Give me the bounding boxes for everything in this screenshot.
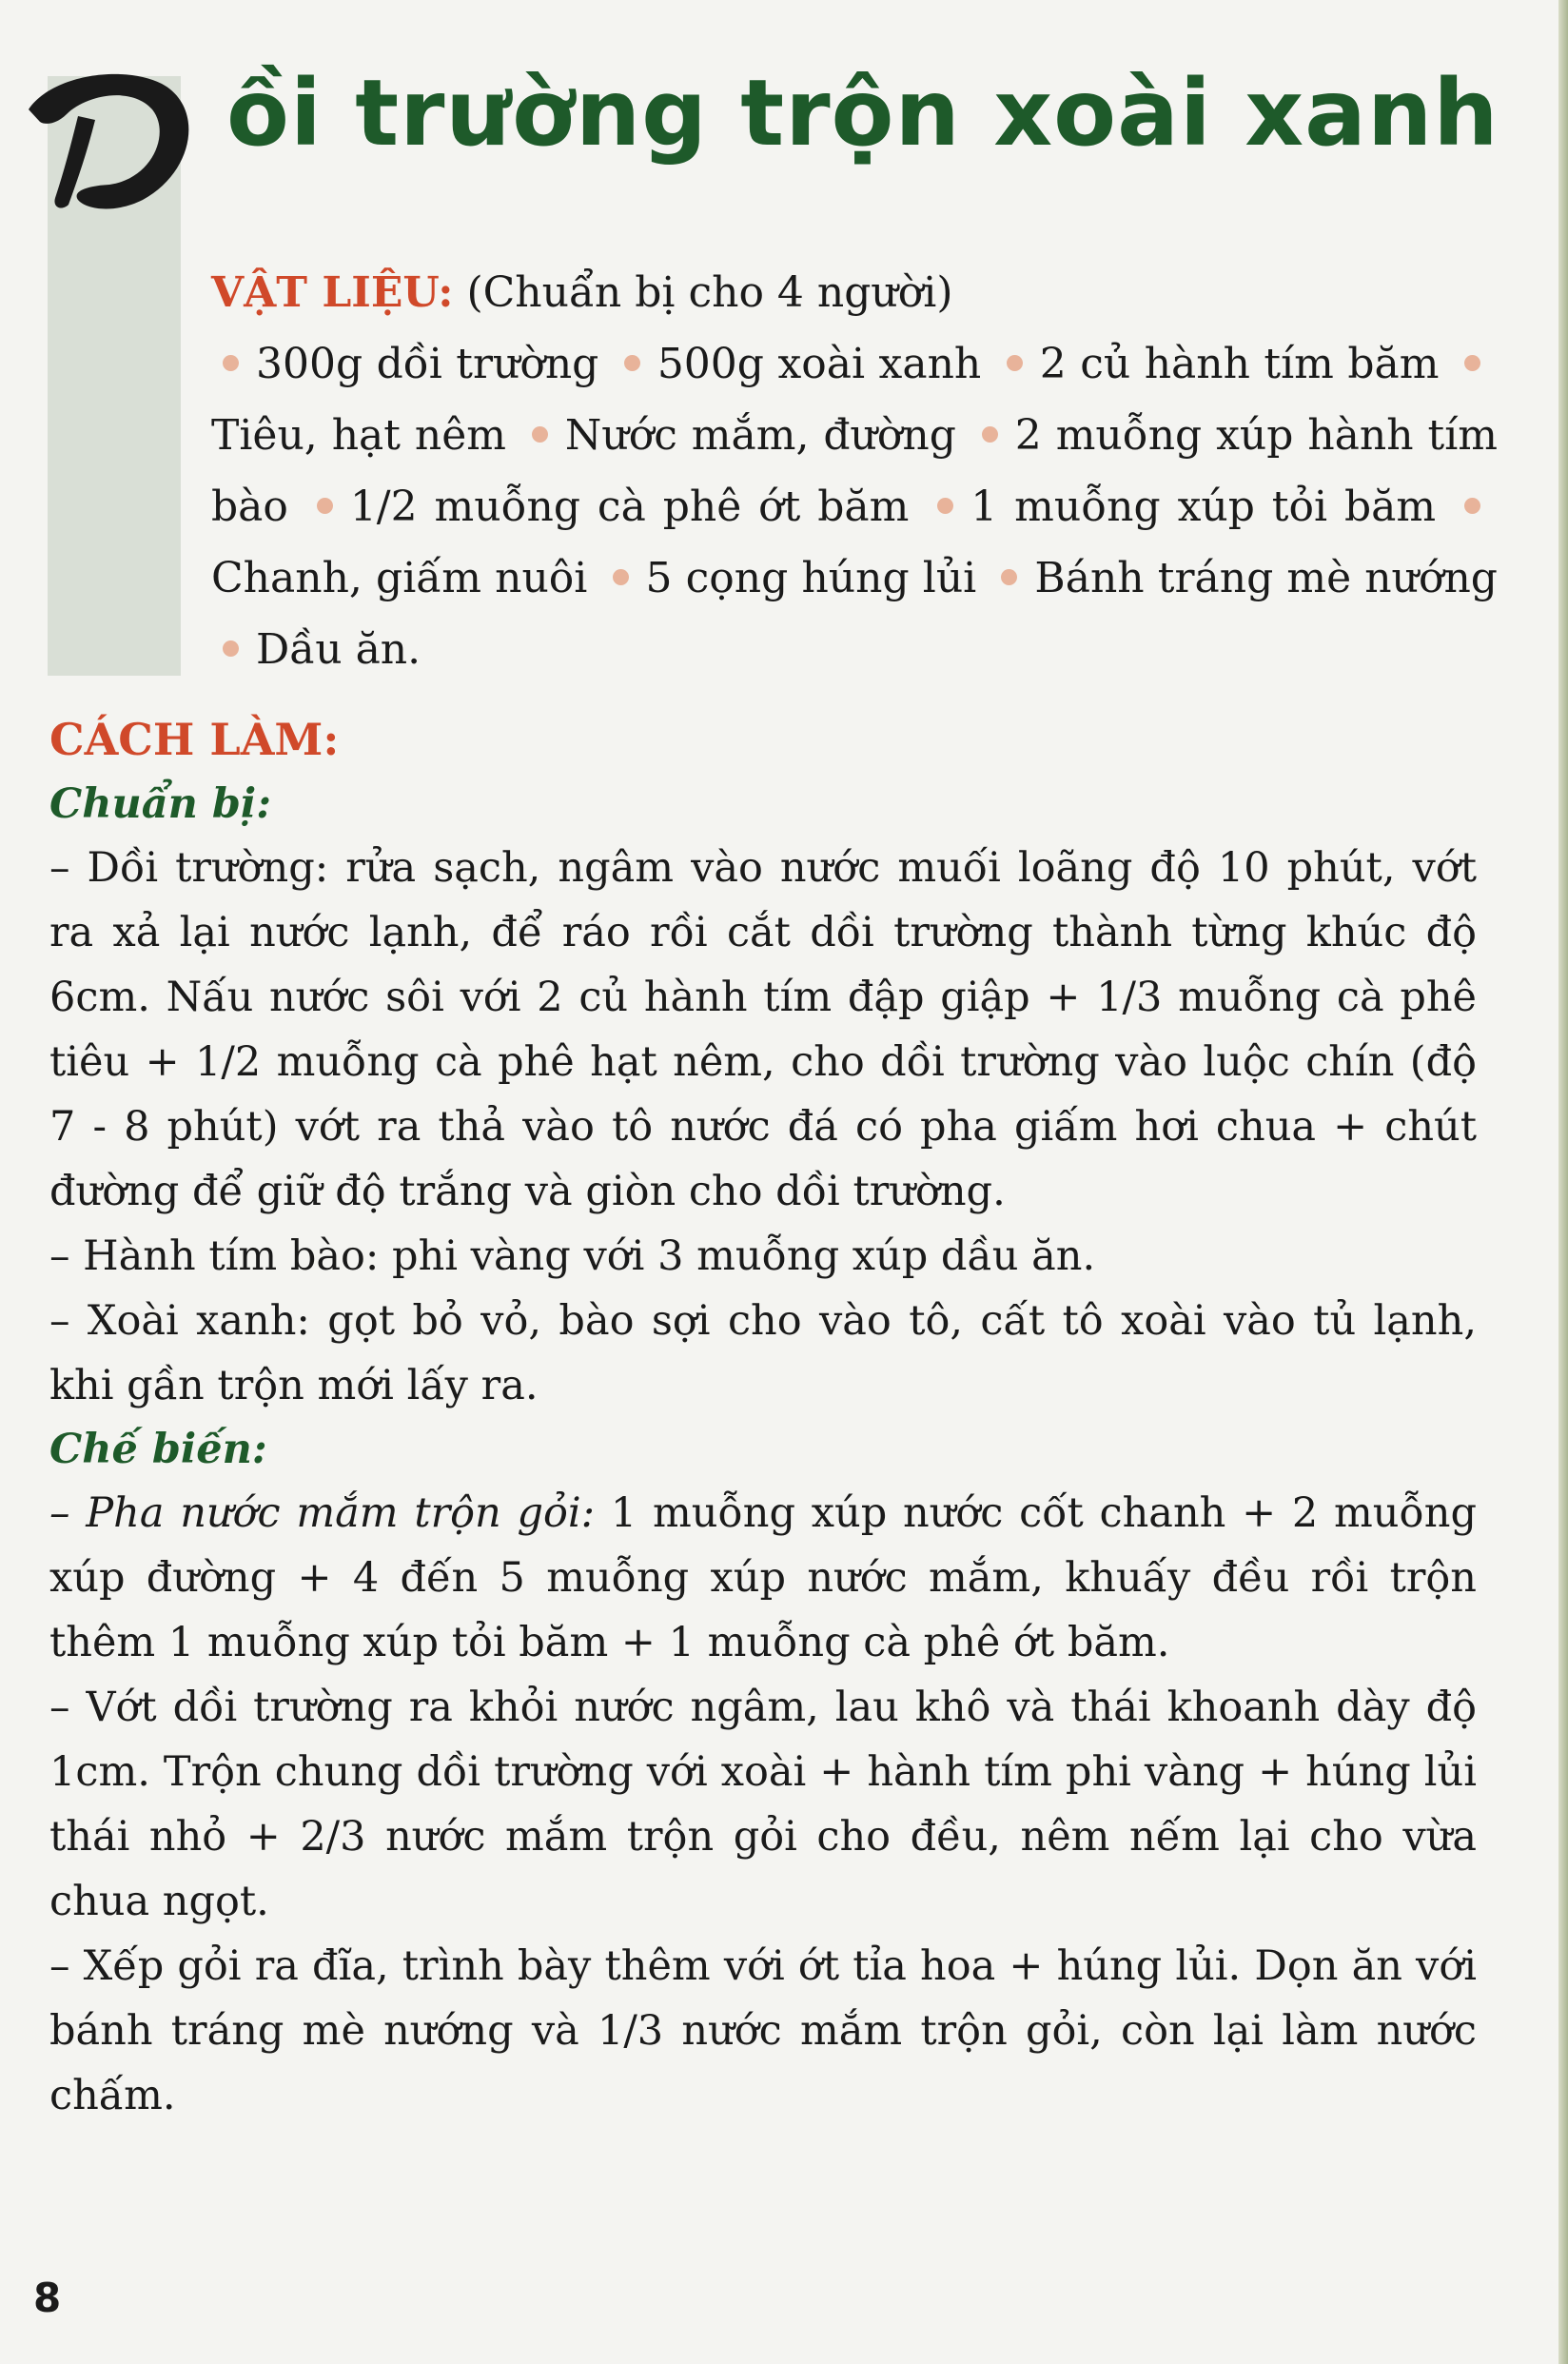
bullet-dot — [1001, 569, 1017, 585]
bullet-dot — [982, 426, 998, 443]
bullet-dot — [532, 426, 548, 443]
prep-step: – Xoài xanh: gọt bỏ vỏ, bào sợi cho vào tô, cất tô xoài vào tủ lạnh, khi gần trộn mới lấy ra. — [49, 1297, 1477, 1409]
method-heading: CÁCH LÀM: — [49, 714, 340, 765]
cook-heading: Chế biến: — [49, 1426, 267, 1473]
ingredient-item: 300g dồi trường — [256, 340, 599, 388]
method-section — [49, 706, 1477, 2128]
ingredient-item: Tiêu, hạt nêm — [211, 411, 506, 460]
prep-step: – Dồi trường: rửa sạch, ngâm vào nước muối loãng độ 10 phút, vớt ra xả lại nước lạnh, để ráo rồi cắt dồi trường thành từng khúc độ 6cm. Nấu nước sôi với 2 củ hành tím đập giập + 1/3 muỗng cà phê tiêu + 1/2 muỗng cà phê hạt nêm, cho dồi trường vào luộc chín (độ 7 - 8 phút) vớt ra thả vào tô nước đá có pha giấm hơi chua + chút đường để giữ độ trắng và giòn cho dồi trường. — [49, 844, 1477, 1215]
page-number: 8 — [33, 2275, 62, 2321]
ingredients-label: VẬT LIỆU: — [211, 268, 454, 317]
bullet-dot — [223, 355, 239, 371]
prep-step: – Hành tím bào: phi vàng với 3 muỗng xúp dầu ăn. — [49, 1232, 1096, 1280]
bullet-dot — [624, 355, 640, 371]
ingredient-item: 2 muỗng xúp hành tím bào — [211, 411, 1498, 531]
dropcap-d-logo — [19, 57, 209, 219]
ingredient-item: Nước mắm, đường — [564, 411, 956, 460]
cook-step — [49, 1481, 1477, 1675]
page-edge — [1558, 0, 1568, 2364]
bullet-dot — [1464, 355, 1480, 371]
bullet-dot — [1464, 498, 1480, 514]
bullet-dot — [937, 498, 953, 514]
ingredient-item: 2 củ hành tím băm — [1039, 340, 1440, 388]
cook-step: – Xếp gỏi ra đĩa, trình bày thêm với ớt tỉa hoa + húng lủi. Dọn ăn với bánh tráng mè nướng và 1/3 nước mắm trộn gỏi, còn lại làm nước chấm. — [49, 1942, 1477, 2119]
ingredient-item: 500g xoài xanh — [657, 340, 982, 388]
bullet-dot — [613, 569, 629, 585]
cook-step-text: 1 muỗng xúp nước cốt chanh + 2 muỗng xúp đường + 4 đến 5 muỗng xúp nước mắm, khuấy đều rồi trộn thêm 1 muỗng xúp tỏi băm + 1 muỗng cà phê ớt băm. — [49, 1489, 1477, 1666]
ingredients-section — [211, 257, 1498, 685]
servings-note: (Chuẩn bị cho 4 người) — [466, 268, 953, 317]
ingredient-item: 1 muỗng xúp tỏi băm — [970, 483, 1437, 531]
title-text: ồi trường trộn xoài xanh — [226, 60, 1499, 167]
bullet-dot — [317, 498, 333, 514]
bullet-dot — [1007, 355, 1023, 371]
ingredient-item: 5 cọng húng lủi — [645, 554, 977, 602]
recipe-title — [226, 59, 1499, 168]
cook-step: – Vớt dồi trường ra khỏi nước ngâm, lau khô và thái khoanh dày độ 1cm. Trộn chung dồi trường với xoài + hành tím phi vàng + húng lủi thái nhỏ + 2/3 nước mắm trộn gỏi cho đều, nêm nếm lại cho vừa chua ngọt. — [49, 1684, 1477, 1925]
ingredient-item: Dầu ăn. — [256, 625, 421, 674]
ingredients-list — [211, 328, 1498, 685]
ingredient-item: Bánh tráng mè nướng — [1034, 554, 1498, 602]
ingredient-item: 1/2 muỗng cà phê ớt băm — [349, 483, 910, 531]
prep-heading: Chuẩn bị: — [49, 780, 272, 828]
ingredient-item: Chanh, giấm nuôi — [211, 554, 588, 602]
ingredients-header — [211, 257, 1498, 328]
cook-step-lead: – Pha nước mắm trộn gỏi: — [49, 1489, 596, 1537]
bullet-dot — [223, 640, 239, 657]
